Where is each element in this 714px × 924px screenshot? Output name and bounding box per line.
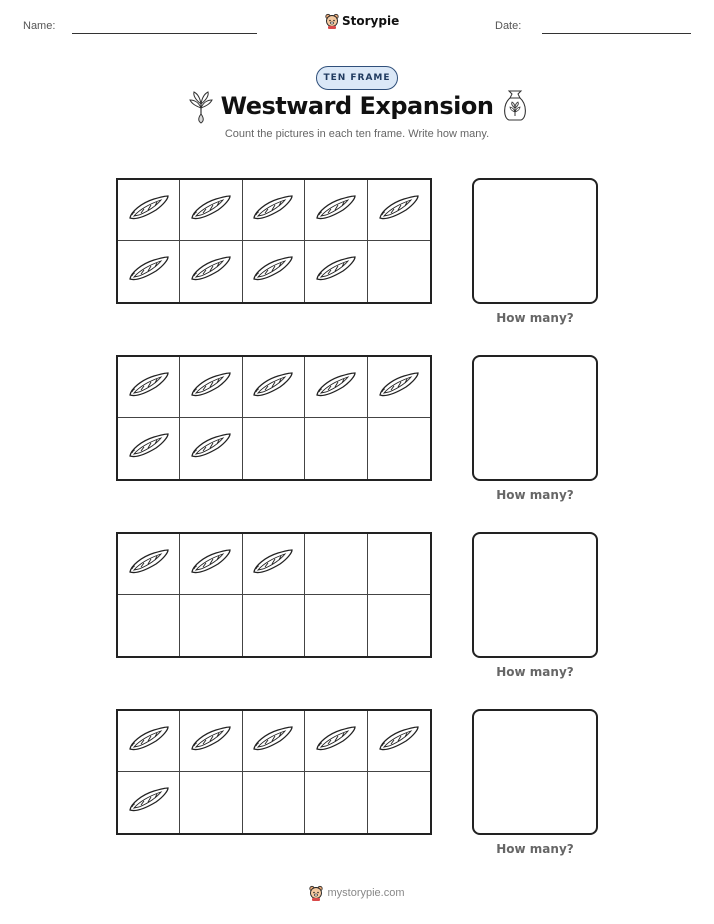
canoe-icon — [377, 370, 421, 405]
canoe-icon — [189, 193, 233, 228]
canoe-icon — [251, 724, 295, 759]
ten-frame-cell — [180, 357, 242, 418]
ten-frame — [116, 355, 432, 481]
ten-frame-cell — [305, 595, 367, 656]
answer-box[interactable] — [472, 532, 598, 658]
canoe-icon — [251, 547, 295, 582]
how-many-label: How many? — [496, 665, 574, 679]
instructions: Count the pictures in each ten frame. Write how many. — [224, 128, 490, 140]
brand-name: Storypie — [342, 14, 400, 28]
ten-frame-cell — [180, 595, 242, 656]
canoe-icon — [127, 785, 171, 820]
name-line[interactable] — [72, 33, 257, 34]
ten-frame-cell — [180, 180, 242, 241]
answer-box[interactable] — [472, 178, 598, 304]
page-title: Westward Expansion — [220, 92, 494, 120]
ten-frame-cell — [118, 357, 180, 418]
ten-frame-cell — [243, 241, 305, 302]
canoe-icon — [127, 547, 171, 582]
ten-frame-cell — [118, 180, 180, 241]
canoe-icon — [189, 431, 233, 466]
date-label: Date: — [495, 20, 522, 32]
ten-frame-cell — [180, 418, 242, 479]
sack-icon — [501, 90, 529, 122]
answer-box[interactable] — [472, 355, 598, 481]
ten-frame-cell — [368, 180, 430, 241]
ten-frame-cell — [368, 418, 430, 479]
ten-frame-cell — [305, 241, 367, 302]
ten-frame-cell — [305, 180, 367, 241]
bear-icon — [325, 13, 339, 29]
canoe-icon — [189, 724, 233, 759]
how-many-label: How many? — [496, 311, 574, 325]
ten-frame-cell — [368, 534, 430, 595]
canoe-icon — [377, 724, 421, 759]
canoe-icon — [377, 193, 421, 228]
ten-frame-cell — [305, 357, 367, 418]
date-line[interactable] — [542, 33, 691, 34]
how-many-label: How many? — [496, 488, 574, 502]
canoe-icon — [127, 370, 171, 405]
canoe-icon — [189, 254, 233, 289]
ten-frame-cell — [243, 357, 305, 418]
canoe-icon — [314, 193, 358, 228]
ten-frame-cell — [118, 711, 180, 772]
ten-frame-cell — [180, 241, 242, 302]
brand — [325, 13, 399, 29]
ten-frame-cell — [305, 418, 367, 479]
ten-frame-cell — [243, 711, 305, 772]
ten-frame-cell — [368, 357, 430, 418]
ten-frame-cell — [368, 595, 430, 656]
ten-frame-cell — [243, 418, 305, 479]
ten-frame-cell — [118, 595, 180, 656]
ten-frame-cell — [243, 772, 305, 833]
canoe-icon — [127, 431, 171, 466]
ten-frame-cell — [180, 711, 242, 772]
canoe-icon — [127, 193, 171, 228]
ten-frame-cell — [243, 180, 305, 241]
ten-frame-cell — [305, 711, 367, 772]
canoe-icon — [127, 254, 171, 289]
ten-frame-cell — [180, 772, 242, 833]
ten-frame-cell — [368, 711, 430, 772]
footer — [0, 885, 714, 901]
footer-url: mystorypie.com — [327, 887, 405, 899]
ten-frame-cell — [243, 595, 305, 656]
ten-frame-cell — [305, 534, 367, 595]
canoe-icon — [251, 254, 295, 289]
bear-icon — [309, 885, 323, 901]
ten-frame — [116, 178, 432, 304]
canoe-icon — [314, 370, 358, 405]
answer-box[interactable] — [472, 709, 598, 835]
canoe-icon — [251, 370, 295, 405]
ten-frame-cell — [368, 241, 430, 302]
canoe-icon — [189, 370, 233, 405]
ten-frame — [116, 709, 432, 835]
ten-frame-cell — [305, 772, 367, 833]
canoe-icon — [127, 724, 171, 759]
ten-frame-badge: TEN FRAME — [316, 66, 398, 90]
canoe-icon — [314, 254, 358, 289]
ten-frame-cell — [118, 418, 180, 479]
ten-frame-cell — [118, 534, 180, 595]
ten-frame — [116, 532, 432, 658]
canoe-icon — [189, 547, 233, 582]
ten-frame-cell — [180, 534, 242, 595]
ten-frame-cell — [243, 534, 305, 595]
ten-frame-cell — [118, 241, 180, 302]
how-many-label: How many? — [496, 842, 574, 856]
name-label: Name: — [23, 20, 56, 32]
ten-frame-cell — [368, 772, 430, 833]
canoe-icon — [251, 193, 295, 228]
canoe-icon — [314, 724, 358, 759]
ten-frame-cell — [118, 772, 180, 833]
